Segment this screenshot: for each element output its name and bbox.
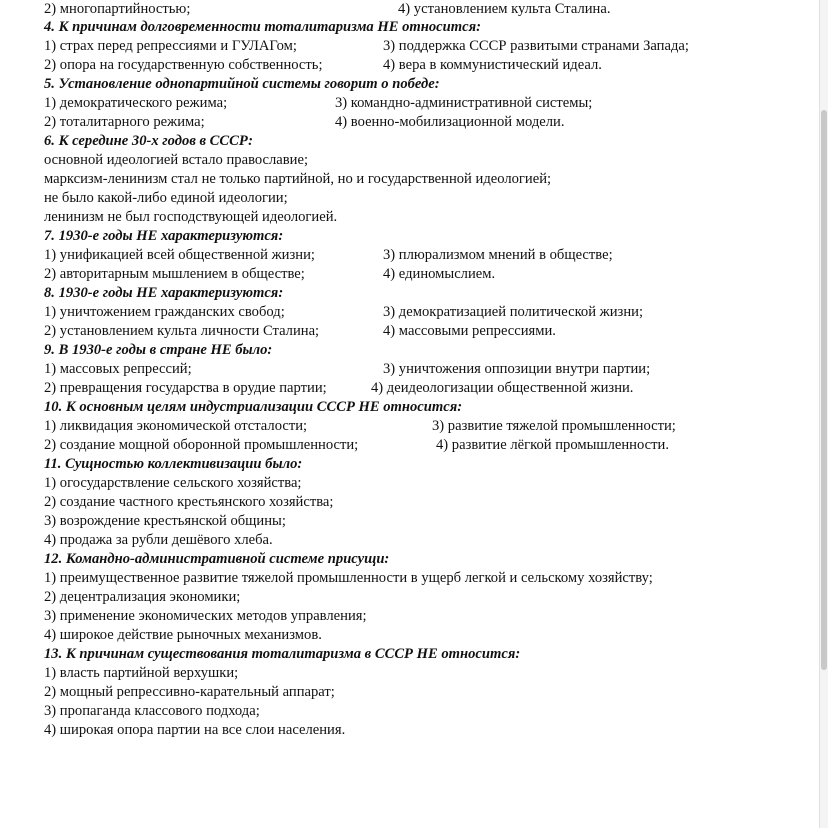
question-title: 11. Сущностью коллективизации было: [44,456,303,472]
answer-option: 4) развитие лёгкой промышленности. [436,437,669,453]
answer-option: 1) массовых репрессий; [44,361,192,377]
answer-option: 2) авторитарным мышлением в обществе; [44,266,305,282]
answer-option: 2) опора на государственную собственность; [44,57,323,73]
answer-option: 3) поддержка СССР развитыми странами Запада; [383,38,689,54]
answer-option: 3) уничтожения оппозиции внутри партии; [383,361,651,377]
answer-option: 3) возрождение крестьянской общины; [44,513,286,529]
answer-option: 3) командно-административной системы; [335,95,593,111]
question-title: 13. К причинам существования тоталитаризма в СССР НЕ относится: [44,646,521,662]
question-title: 6. К середине 30-х годов в СССР: [44,133,254,149]
answer-option: 3) плюрализмом мнений в обществе; [383,247,613,263]
answer-option: 4) широкое действие рыночных механизмов. [44,627,322,643]
question-title: 4. К причинам долговременности тоталитаризма НЕ относится: [44,19,481,35]
answer-option: 4) продажа за рубли дешёвого хлеба. [44,532,273,548]
answer-option: 3) развитие тяжелой промышленности; [432,418,676,434]
answer-option: 3) применение экономических методов управления; [44,608,367,624]
answer-option: ленинизм не был господствующей идеологией. [44,209,338,225]
question-title: 7. 1930-е годы НЕ характеризуются: [44,228,284,244]
answer-option: не было какой-либо единой идеологии; [44,190,288,206]
question-title: 8. 1930-е годы НЕ характеризуются: [44,285,284,301]
answer-option: 1) страх перед репрессиями и ГУЛАГом; [44,38,297,54]
answer-option: 3) демократизацией политической жизни; [383,304,644,320]
answer-option: 3) пропаганда классового подхода; [44,703,260,719]
question-title: 5. Установление однопартийной системы говорит о победе: [44,76,440,92]
answer-option: 2) установлением культа личности Сталина; [44,323,320,339]
answer-option: 4) единомыслием. [383,266,496,282]
answer-option: 2) превращения государства в орудие партии; [44,380,327,396]
question-title: 12. Командно-административной системе присущи: [44,551,390,567]
answer-option: 1) демократического режима; [44,95,228,111]
question-title: 10. К основным целям индустриализации СССР НЕ относится: [44,399,463,415]
answer-option: 2) многопартийностью; [44,1,191,17]
answer-option: 4) военно-мобилизационной модели. [335,114,565,130]
answer-option: 1) уничтожением гражданских свобод; [44,304,285,320]
question-title: 9. В 1930-е годы в стране НЕ было: [44,342,273,358]
answer-option: 4) массовыми репрессиями. [383,323,556,339]
answer-option: 2) тоталитарного режима; [44,114,205,130]
answer-option: 1) власть партийной верхушки; [44,665,239,681]
answer-option: 1) огосударствление сельского хозяйства; [44,475,302,491]
answer-option: 4) деидеологизации общественной жизни. [371,380,634,396]
answer-option: 2) децентрализация экономики; [44,589,241,605]
answer-option: 2) создание мощной оборонной промышленности; [44,437,359,453]
scrollbar-thumb[interactable] [821,110,827,670]
answer-option: марксизм-ленинизм стал не только партийной, но и государственной идеологией; [44,171,552,187]
answer-option: 4) широкая опора партии на все слои населения. [44,722,346,738]
answer-option: 4) вера в коммунистический идеал. [383,57,602,73]
answer-option: 1) унификацией всей общественной жизни; [44,247,315,263]
answer-option: основной идеологией встало православие; [44,152,309,168]
answer-option: 4) установлением культа Сталина. [398,1,611,17]
answer-option: 2) мощный репрессивно-карательный аппарат; [44,684,335,700]
answer-option: 2) создание частного крестьянского хозяйства; [44,494,334,510]
answer-option: 1) ликвидация экономической отсталости; [44,418,308,434]
vertical-scrollbar[interactable] [819,0,828,828]
answer-option: 1) преимущественное развитие тяжелой промышленности в ущерб легкой и сельскому хозяйству; [44,570,653,586]
